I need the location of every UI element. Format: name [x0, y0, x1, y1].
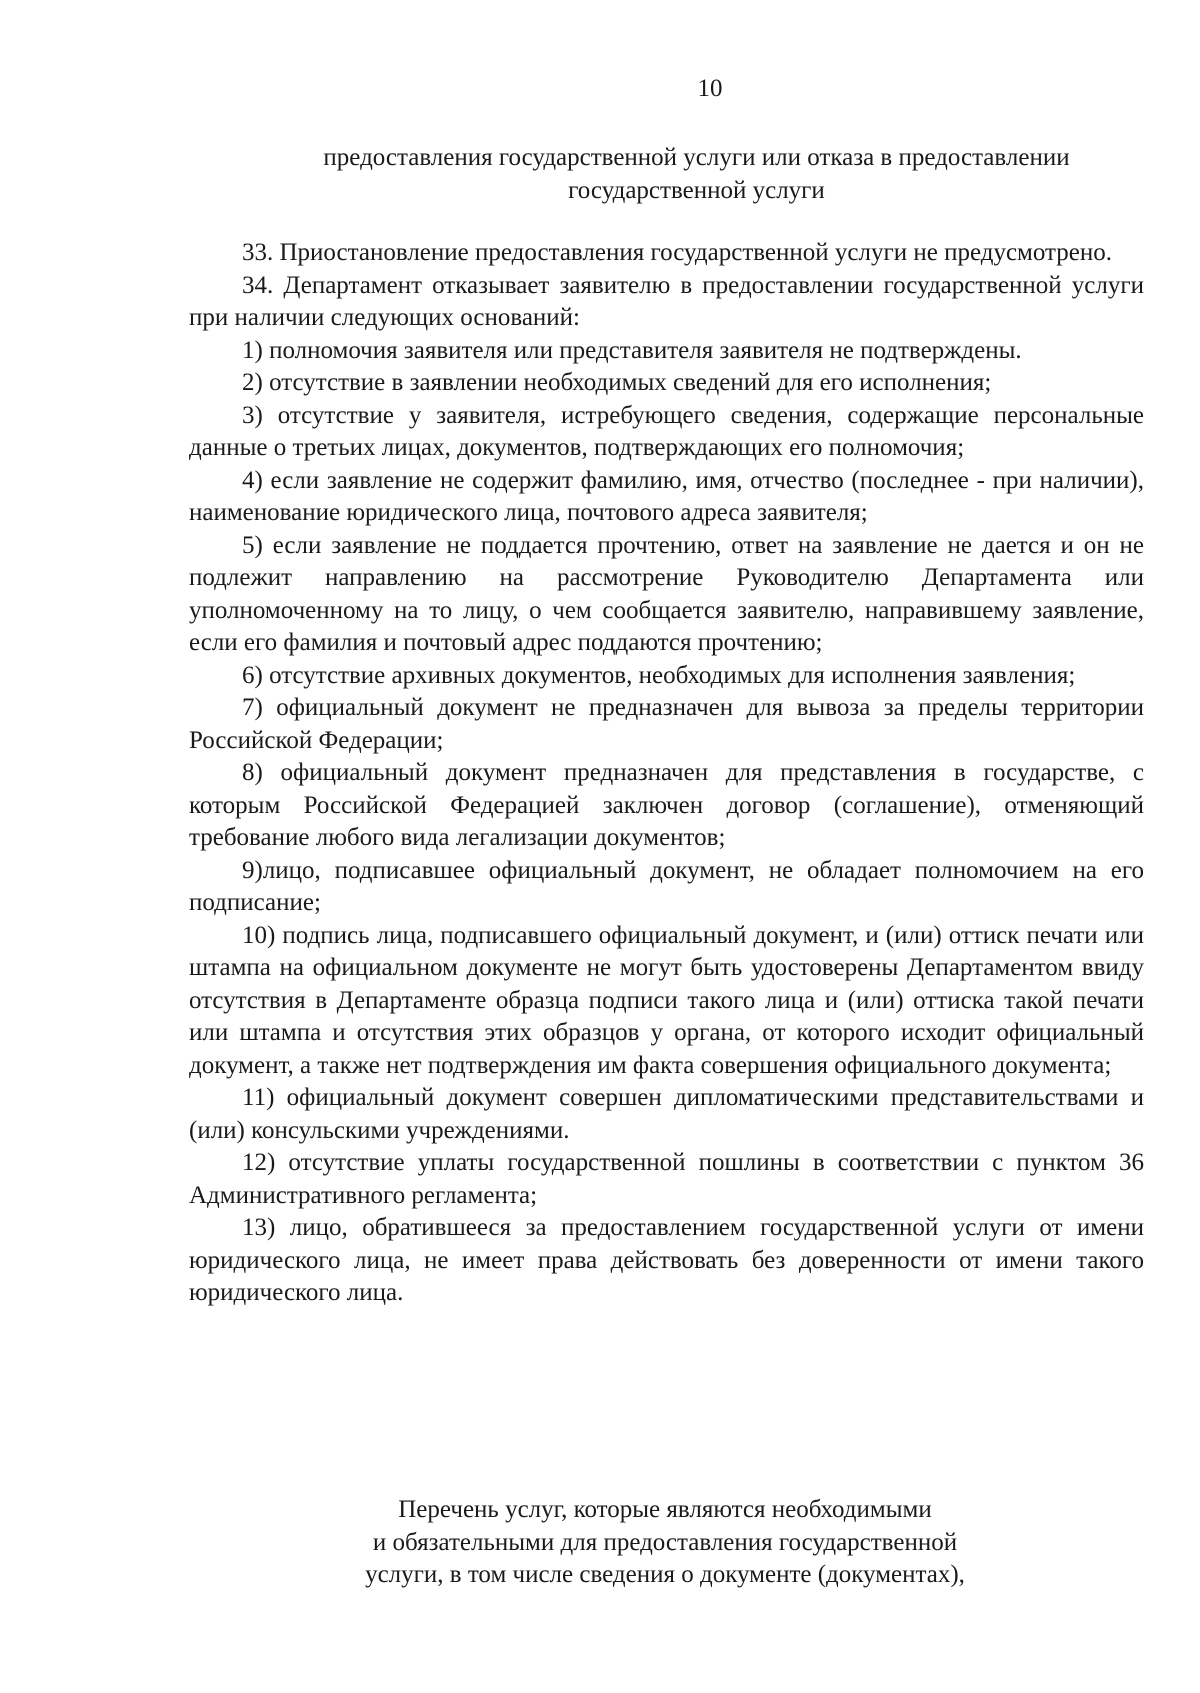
list-item-12: 12) отсутствие уплаты государственной пошлины в соответствии с пунктом 36 Административного регламента;	[189, 1149, 1144, 1209]
heading-line: услуги, в том числе сведения о документе (документах),	[365, 1561, 965, 1588]
paragraph-33: 33. Приостановление предоставления государственной услуги не предусмотрено.	[242, 239, 1112, 266]
list-item-7: 7) официальный документ не предназначен для вывоза за пределы территории Российской Федерации;	[189, 694, 1144, 754]
heading-line: предоставления государственной услуги или отказа в предоставлении	[323, 144, 1070, 171]
section-heading-top	[189, 142, 1144, 207]
list-item-2: 2) отсутствие в заявлении необходимых сведений для его исполнения;	[242, 369, 992, 396]
heading-line: и обязательными для предоставления государственной	[372, 1528, 958, 1556]
list-item-11: 11) официальный документ совершен дипломатическими представительствами и (или) консульскими учреждениями.	[189, 1084, 1144, 1144]
list-item-6: 6) отсутствие архивных документов, необходимых для исполнения заявления;	[242, 661, 1076, 689]
list-item-13: 13) лицо, обратившееся за предоставлением государственной услуги от имени юридического лица, не имеет права действовать без доверенности от имени такого юридического лица.	[189, 1214, 1144, 1306]
document-body	[189, 237, 1144, 1310]
page-number: 10	[697, 75, 723, 102]
list-item-5: 5) если заявление не поддается прочтению, ответ на заявление не дается и он не подлежит направлению на рассмотрение Руководителю Департамента или уполномоченному на то лицу, о чем сообщается заявителю, направившему заявление, если его фамилия и почтовый адрес поддаются прочтению;	[189, 531, 1144, 656]
heading-line: государственной услуги	[568, 176, 825, 204]
list-item-3: 3) отсутствие у заявителя, истребующего сведения, содержащие персональные данные о третьих лицах, документов, подтверждающих его полномочия;	[189, 401, 1144, 461]
list-item-8: 8) официальный документ предназначен для представления в государстве, с которым Российской Федерацией заключен договор (соглашение), отменяющий требование любого вида легализации документов;	[189, 759, 1144, 851]
section-heading-bottom	[280, 1494, 1050, 1592]
list-item-1: 1) полномочия заявителя или представителя заявителя не подтверждены.	[242, 336, 1022, 364]
paragraph-34: 34. Департамент отказывает заявителю в предоставлении государственной услуги при наличии следующих оснований:	[189, 271, 1144, 331]
heading-line: Перечень услуг, которые являются необходимыми	[398, 1496, 932, 1523]
list-item-9: 9)лицо, подписавшее официальный документ, не обладает полномочием на его подписание;	[189, 856, 1144, 916]
list-item-4: 4) если заявление не содержит фамилию, имя, отчество (последнее - при наличии), наименование юридического лица, почтового адреса заявителя;	[189, 466, 1144, 526]
list-item-10: 10) подпись лица, подписавшего официальный документ, и (или) оттиск печати или штампа на официальном документе не могут быть удостоверены Департаментом ввиду отсутствия в Департаменте образца подписи такого лица и (или) оттиска такой печати или штампа и отсутствия этих образцов у органа, от которого исходит официальный документ, а также нет подтверждения им факта совершения официального документа;	[189, 921, 1144, 1079]
